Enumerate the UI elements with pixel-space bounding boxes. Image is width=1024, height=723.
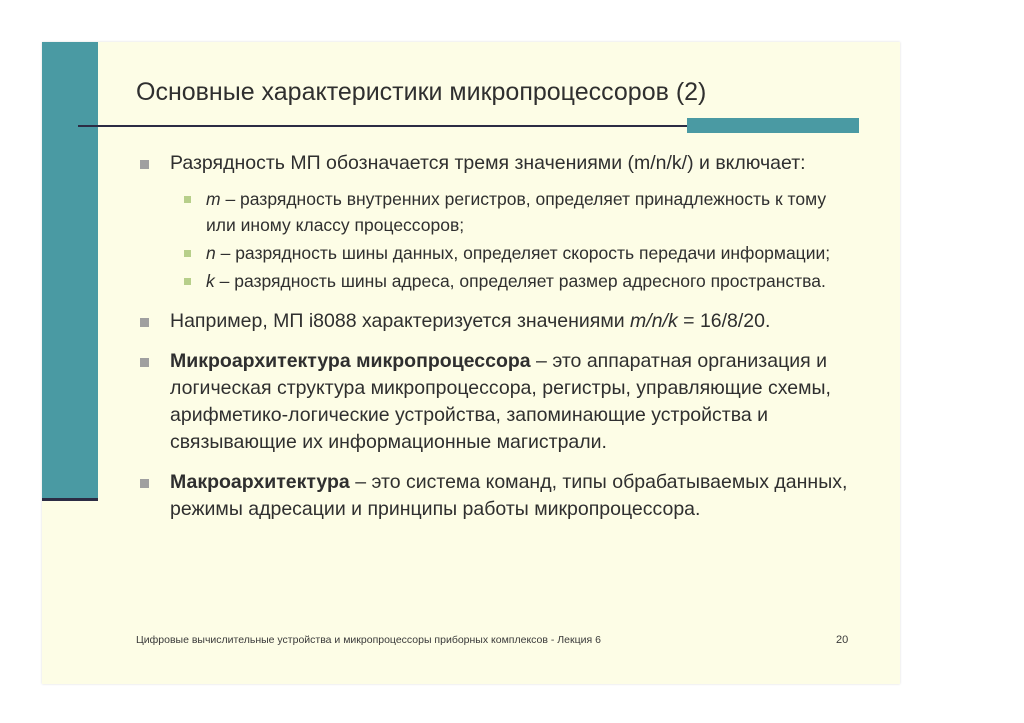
title-accent-bar [687, 118, 859, 133]
side-accent-bar [42, 42, 98, 501]
sub-term: n [206, 243, 216, 263]
bullet-tail: = 16/8/20. [677, 310, 771, 332]
square-bullet-icon [184, 196, 191, 203]
bullet-item [138, 150, 848, 177]
square-bullet-icon [140, 479, 149, 488]
bullet-text: – это аппаратная организация и логическая структура микропроцессора, регистры, управляющие схемы, арифметико-логические устройства, запоминающие устройства и связывающие их информационные магистрали. [170, 350, 831, 453]
bullet-item [138, 348, 848, 456]
bullet-text: – это система команд, типы обрабатываемых данных, режимы адресации и принципы работы микропроцессора. [170, 471, 848, 520]
bullet-item [138, 469, 848, 523]
sub-text: – разрядность внутренних регистров, определяет принадлежность к тому или иному классу процессоров; [206, 189, 827, 235]
sub-text: – разрядность шины адреса, определяет размер адресного пространства. [214, 271, 826, 291]
bullet-text: Например, МП i8088 характеризуется значениями [170, 310, 631, 332]
bullet-term: Макроархитектура [170, 471, 350, 493]
square-bullet-icon [184, 278, 191, 285]
bullet-term: m/n/k [630, 310, 678, 332]
square-bullet-icon [140, 358, 149, 367]
slide-content [138, 150, 848, 536]
sub-bullet-item [138, 186, 848, 238]
square-bullet-icon [140, 160, 149, 169]
sub-bullet-item [138, 240, 848, 266]
page-number: 20 [836, 634, 849, 646]
bullet-item [138, 308, 848, 335]
bullet-text: Разрядность МП обозначается тремя значениями (m/n/k/) и включает: [170, 152, 806, 174]
sub-term: m [206, 189, 221, 209]
square-bullet-icon [140, 318, 149, 327]
sub-term: k [206, 271, 215, 291]
sub-text: – разрядность шины данных, определяет скорость передачи информации; [215, 243, 831, 263]
square-bullet-icon [184, 250, 191, 257]
slide-footer: Цифровые вычислительные устройства и микропроцессоры приборных комплексов - Лекция 6 [136, 634, 601, 646]
slide-title: Основные характеристики микропроцессоров (2) [136, 78, 707, 106]
sub-bullet-item [138, 268, 848, 294]
slide [42, 42, 900, 684]
sub-list [138, 186, 848, 294]
bullet-term: Микроархитектура микропроцессора [170, 350, 531, 372]
